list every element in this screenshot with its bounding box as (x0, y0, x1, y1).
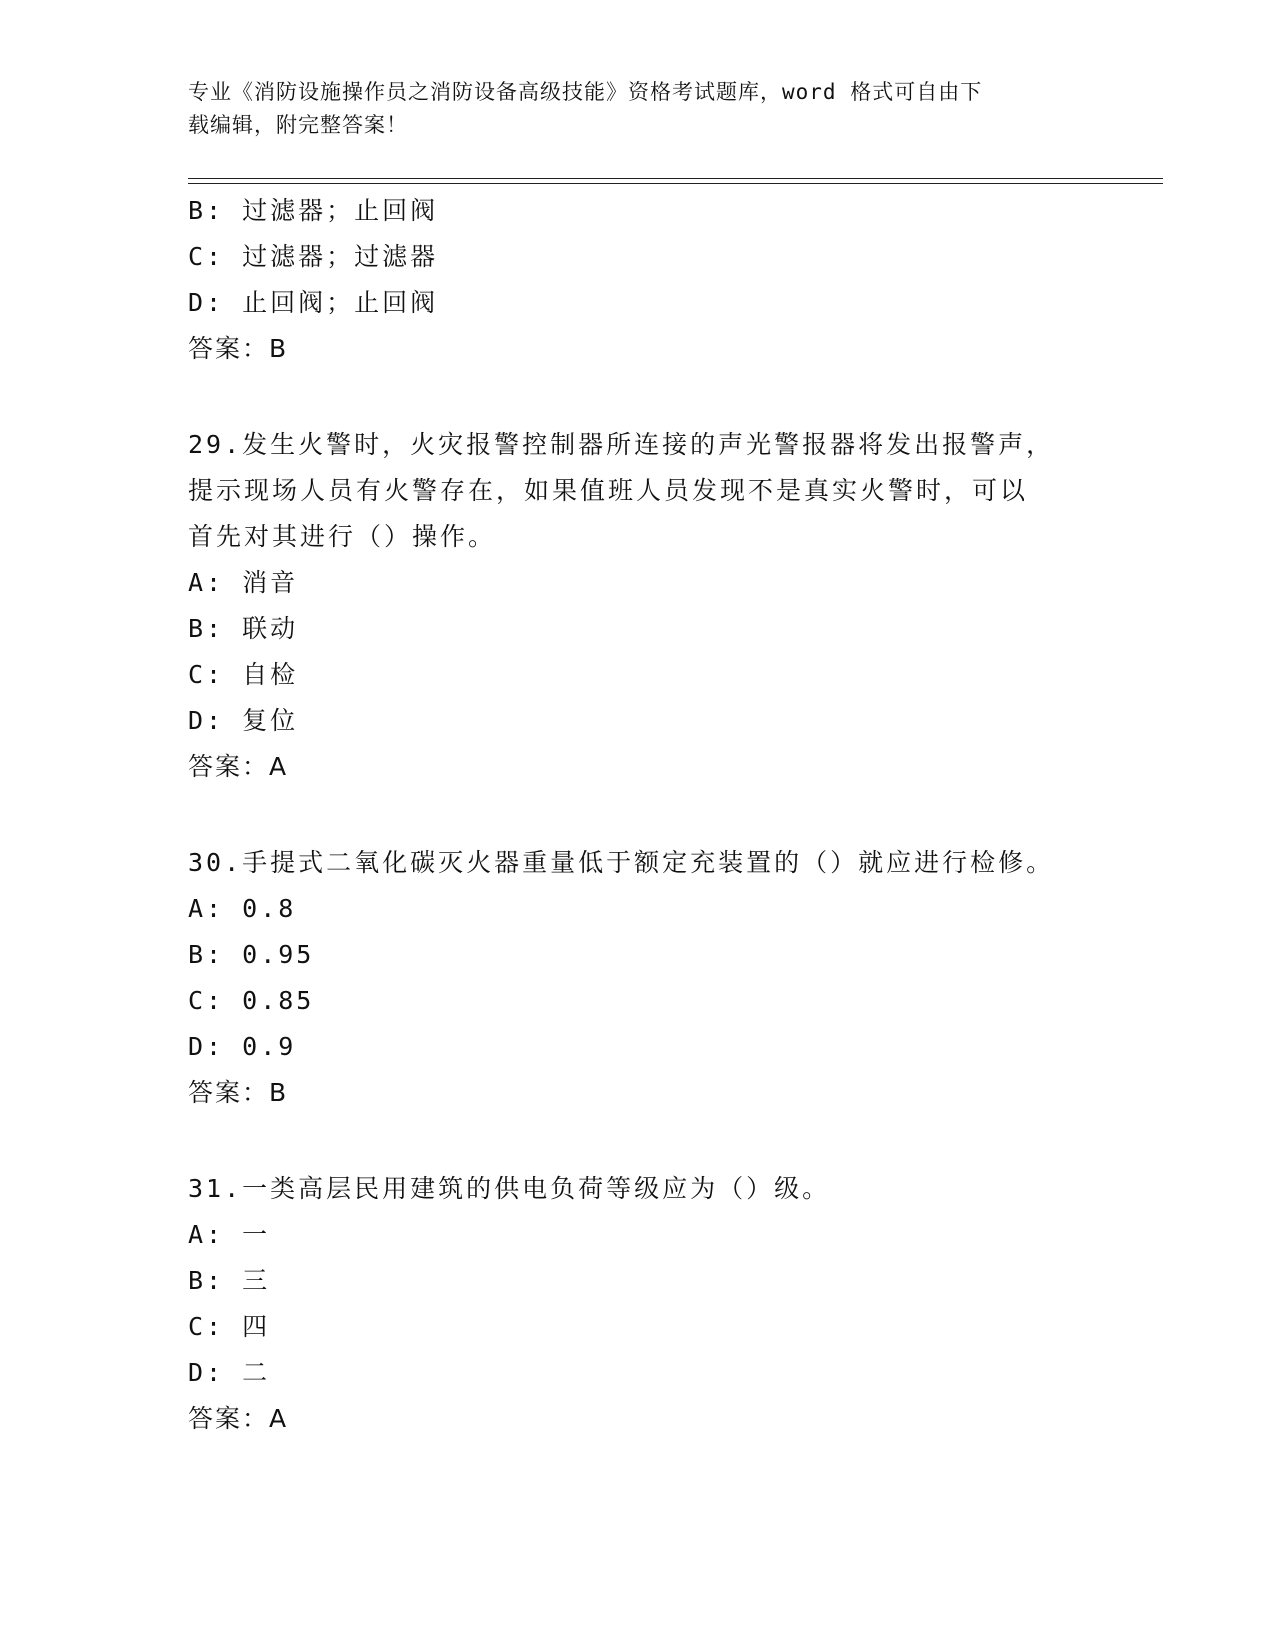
option-a: A: 一 (188, 1220, 271, 1249)
answer: 答案：B (188, 1078, 289, 1107)
question-text: 31.一类高层民用建筑的供电负荷等级应为（）级。 (188, 1174, 831, 1203)
question-content (188, 188, 1088, 1442)
answer: 答案：B (188, 334, 289, 363)
header-line-1: 专业《消防设施操作员之消防设备高级技能》资格考试题库，word 格式可自由下 (188, 80, 983, 104)
option-b: B: 0.95 (188, 940, 315, 969)
question-31 (188, 1166, 1088, 1442)
option-d: D: 二 (188, 1358, 271, 1387)
question-text: 提示现场人员有火警存在，如果值班人员发现不是真实火警时，可以 (188, 476, 1029, 505)
option-b: B: 联动 (188, 614, 299, 643)
question-text: 29.发生火警时，火灾报警控制器所连接的声光警报器将发出报警声， (188, 430, 1055, 459)
answer: 答案：A (188, 1404, 289, 1433)
option-a: A: 消音 (188, 568, 299, 597)
option-d: D: 0.9 (188, 1032, 297, 1061)
header-divider-bottom (188, 183, 1163, 184)
option-c: C: 过滤器；过滤器 (188, 242, 439, 271)
document-header (188, 76, 1068, 142)
option-c: C: 自检 (188, 660, 299, 689)
option-a: A: 0.8 (188, 894, 297, 923)
option-d: D: 止回阀；止回阀 (188, 288, 439, 317)
question-text: 首先对其进行（）操作。 (188, 522, 497, 551)
option-c: C: 0.85 (188, 986, 315, 1015)
question-text: 30.手提式二氧化碳灭火器重量低于额定充装置的（）就应进行检修。 (188, 848, 1055, 877)
answer: 答案：A (188, 752, 289, 781)
question-28-tail (188, 188, 1088, 372)
question-30 (188, 840, 1088, 1116)
option-c: C: 四 (188, 1312, 271, 1341)
question-29 (188, 422, 1088, 790)
option-d: D: 复位 (188, 706, 299, 735)
header-divider-top (188, 178, 1163, 179)
header-line-2: 载编辑，附完整答案！ (188, 113, 408, 137)
option-b: B: 三 (188, 1266, 271, 1295)
option-b: B: 过滤器；止回阀 (188, 196, 439, 225)
